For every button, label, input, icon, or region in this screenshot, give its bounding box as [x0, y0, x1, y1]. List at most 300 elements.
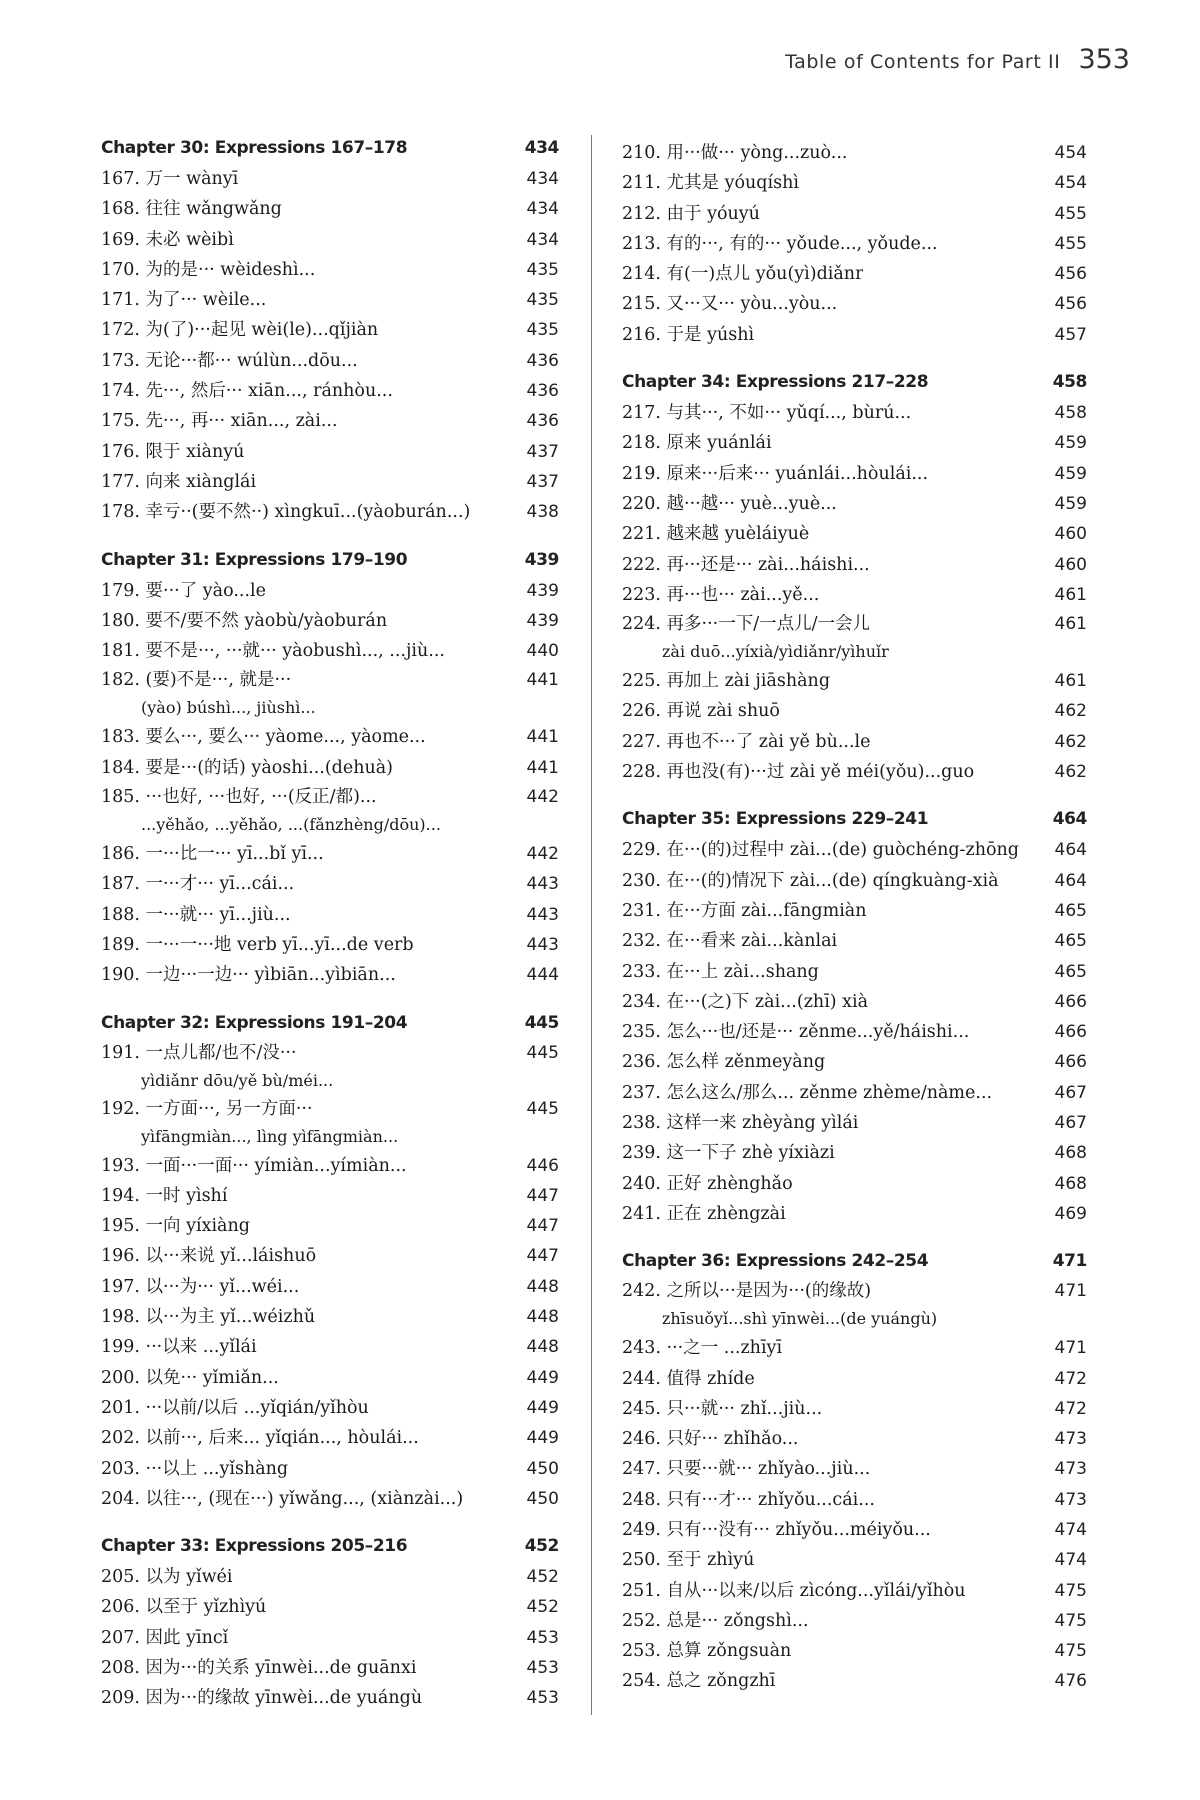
entry-line: 228. 再也没(有)···过 zài yě méi(yǒu)...guo: [622, 762, 975, 783]
entry-text: [101, 1484, 463, 1514]
entry-line: 215. 又···又··· yòu...yòu...: [622, 294, 838, 315]
entry-text: [622, 1169, 793, 1199]
toc-entry[interactable]: [101, 1484, 559, 1514]
toc-entry[interactable]: [101, 467, 559, 497]
entry-text: [622, 398, 911, 428]
entry-line: 169. 未必 wèibì: [101, 229, 234, 250]
toc-entry[interactable]: [101, 1332, 559, 1362]
entry-text: [622, 1138, 835, 1168]
entry-line: 177. 向来 xiànglái: [101, 471, 257, 492]
chapter-heading[interactable]: [101, 1013, 559, 1033]
toc-entry[interactable]: [622, 1606, 1087, 1636]
toc-entry[interactable]: [622, 199, 1087, 229]
entry-line: 172. 为(了)···起见 wèi(le)...qǐjiàn: [101, 320, 379, 341]
entry-line: 197. 以···为··· yǐ...wéi...: [101, 1276, 300, 1297]
entry-text: [622, 519, 809, 549]
entry-line: 251. 自从···以来/以后 zìcóng...yǐlái/yǐhòu: [622, 1580, 966, 1601]
entry-line: 224. 再多···一下/一点儿/一会儿: [622, 614, 871, 635]
entry-line: 245. 只···就··· zhǐ...jiù...: [622, 1398, 823, 1419]
entry-text: [622, 1485, 875, 1515]
entry-line: 183. 要么···, 要么··· yàome..., yàome...: [101, 727, 426, 748]
entry-text: [622, 259, 863, 289]
toc-entry[interactable]: [101, 1039, 559, 1095]
toc-entry[interactable]: [101, 869, 559, 899]
toc-entry[interactable]: [622, 1424, 1087, 1454]
entry-line: 170. 为的是··· wèideshì...: [101, 259, 316, 280]
entry-page: 455: [1054, 203, 1087, 224]
toc-entry[interactable]: [101, 960, 559, 990]
toc-entry[interactable]: [622, 1666, 1087, 1696]
entry-line: 185. ···也好, ···也好, ···(反正/都)...: [101, 787, 377, 808]
entry-page: 447: [526, 1185, 559, 1206]
entry-page: 465: [1054, 900, 1087, 921]
entry-page: 466: [1054, 1022, 1087, 1043]
toc-entry[interactable]: [622, 580, 1087, 610]
entry-line: 208. 因为···的关系 yīnwèi...de guānxi: [101, 1657, 417, 1678]
entry-page: 475: [1054, 1610, 1087, 1631]
toc-entry[interactable]: [101, 666, 559, 722]
entry-page: 449: [526, 1397, 559, 1418]
entry-page: 475: [1054, 1641, 1087, 1662]
entry-page: 473: [1054, 1429, 1087, 1450]
entry-text: [101, 722, 426, 752]
entry-line: 206. 以至于 yǐzhìyú: [101, 1597, 267, 1618]
toc-entry[interactable]: [101, 315, 559, 345]
toc-entry[interactable]: [622, 896, 1087, 926]
toc-entry[interactable]: [622, 1017, 1087, 1047]
toc-entry[interactable]: [622, 519, 1087, 549]
toc-entry[interactable]: [101, 753, 559, 783]
entry-page: 474: [1054, 1519, 1087, 1540]
entry-text: [622, 610, 889, 666]
entry-line: 241. 正在 zhèngzài: [622, 1203, 786, 1224]
entry-line: 201. ···以前/以后 ...yǐqián/yǐhòu: [101, 1397, 369, 1418]
entry-text: [622, 666, 830, 696]
entry-line: 187. 一···才··· yī...cái...: [101, 874, 295, 895]
entry-text: [622, 1394, 822, 1424]
entry-text: [622, 1424, 799, 1454]
toc-entry[interactable]: [622, 289, 1087, 319]
entry-text: [101, 869, 294, 899]
entry-line: 180. 要不/要不然 yàobù/yàoburán: [101, 610, 388, 631]
toc-entry[interactable]: [101, 839, 559, 869]
toc-entry[interactable]: [101, 285, 559, 315]
entry-line: 181. 要不是···, ···就··· yàobushì..., ...jiù...: [101, 641, 445, 662]
entry-text: [101, 666, 316, 722]
entry-page: 456: [1054, 264, 1087, 285]
entry-text: [101, 839, 324, 869]
entry-line: 168. 往往 wǎngwǎng: [101, 199, 282, 220]
entry-page: 468: [1054, 1173, 1087, 1194]
entry-text: [101, 1562, 233, 1592]
entry-page: 449: [526, 1428, 559, 1449]
entry-page: 469: [1054, 1203, 1087, 1224]
entry-text: [622, 1576, 966, 1606]
entry-text: [622, 1606, 809, 1636]
entry-line: 199. ···以来 ...yǐlái: [101, 1337, 257, 1358]
entry-page: 435: [526, 320, 559, 341]
entry-line: 191. 一点儿都/也不/没···: [101, 1042, 297, 1063]
toc-entry[interactable]: [101, 1423, 559, 1453]
entry-text: [622, 138, 847, 168]
chapter-heading[interactable]: [101, 138, 559, 158]
toc-entry[interactable]: [101, 900, 559, 930]
toc-entry[interactable]: [101, 1653, 559, 1683]
entry-page: 444: [526, 965, 559, 986]
toc-entry[interactable]: [101, 1683, 559, 1713]
toc-entry[interactable]: [622, 1277, 1087, 1333]
entry-text: [622, 926, 837, 956]
toc-entry[interactable]: [622, 398, 1087, 428]
toc-entry[interactable]: [101, 406, 559, 436]
entry-line-continued: ...yěhǎo, ...yěhǎo, ...(fǎnzhèng/dōu)...: [141, 815, 441, 835]
toc-entry[interactable]: [101, 783, 559, 839]
entry-page: 443: [526, 904, 559, 925]
toc-entry[interactable]: [622, 168, 1087, 198]
toc-entry[interactable]: [101, 1151, 559, 1181]
toc-entry[interactable]: [622, 610, 1087, 666]
page-number: 353: [1078, 44, 1130, 75]
chapter-title: Chapter 34: Expressions 217–228: [622, 372, 929, 393]
entry-text: [101, 194, 282, 224]
entry-text: [101, 1302, 315, 1332]
entry-text: [101, 1095, 398, 1151]
entry-text: [101, 783, 441, 839]
entry-page: 474: [1054, 1550, 1087, 1571]
entry-text: [622, 1515, 931, 1545]
entry-text: [101, 497, 470, 527]
toc-entry[interactable]: [622, 459, 1087, 489]
entry-page: 449: [526, 1367, 559, 1388]
entry-line: 182. (要)不是···, 就是···: [101, 670, 292, 691]
entry-line: 225. 再加上 zài jiāshàng: [622, 671, 831, 692]
toc-entry[interactable]: [101, 1211, 559, 1241]
entry-line: 222. 再···还是··· zài...háishi...: [622, 554, 870, 575]
column-divider: [591, 135, 592, 1715]
entry-page: 467: [1054, 1113, 1087, 1134]
toc-entry[interactable]: [622, 696, 1087, 726]
toc-entry[interactable]: [101, 225, 559, 255]
toc-entry[interactable]: [622, 550, 1087, 580]
toc-entry[interactable]: [622, 1169, 1087, 1199]
entry-line: 195. 一向 yíxiàng: [101, 1216, 250, 1237]
entry-page: 435: [526, 259, 559, 280]
entry-text: [622, 1364, 755, 1394]
chapter-page: 471: [1052, 1251, 1087, 1272]
entry-text: [622, 1636, 791, 1666]
entry-line: 175. 先···, 再··· xiān..., zài...: [101, 411, 338, 432]
toc-right-column: [622, 138, 1087, 1697]
toc-entry[interactable]: [622, 1333, 1087, 1363]
entry-line: 200. 以免··· yǐmiǎn...: [101, 1367, 279, 1388]
toc-entry[interactable]: [101, 255, 559, 285]
entry-page: 462: [1054, 731, 1087, 752]
entry-text: [622, 957, 819, 987]
toc-entry[interactable]: [622, 1394, 1087, 1424]
chapter-heading[interactable]: [622, 372, 1087, 392]
toc-entry[interactable]: [622, 1047, 1087, 1077]
entry-text: [101, 255, 315, 285]
entry-page: 459: [1054, 463, 1087, 484]
entry-text: [101, 636, 445, 666]
entry-page: 454: [1054, 143, 1087, 163]
entry-line: 229. 在···(的)过程中 zài...(de) guòchéng-zhōng: [622, 840, 1019, 861]
entry-text: [101, 1363, 279, 1393]
entry-line-continued: yìfāngmiàn..., lìng yìfāngmiàn...: [141, 1126, 399, 1146]
toc-entry[interactable]: [101, 164, 559, 194]
toc-entry[interactable]: [101, 722, 559, 752]
entry-text: [622, 320, 754, 350]
entry-page: 462: [1054, 762, 1087, 783]
toc-entry[interactable]: [622, 229, 1087, 259]
entry-text: [622, 1047, 825, 1077]
toc-entry[interactable]: [622, 1108, 1087, 1138]
entry-line: 184. 要是···(的话) yàoshi...(dehuà): [101, 757, 394, 778]
entry-text: [101, 437, 244, 467]
toc-entry[interactable]: [622, 926, 1087, 956]
toc-left-column: [101, 138, 559, 1714]
entry-text: [622, 550, 870, 580]
toc-entry[interactable]: [622, 727, 1087, 757]
entry-page: 441: [526, 757, 559, 778]
running-head-title: Table of Contents for Part II: [785, 51, 1061, 73]
chapter-title: Chapter 30: Expressions 167–178: [101, 138, 408, 158]
toc-entry[interactable]: [622, 489, 1087, 519]
entry-line: 204. 以往···, (现在···) yǐwǎng..., (xiànzài...): [101, 1488, 464, 1509]
entry-text: [101, 406, 338, 436]
chapter-title: Chapter 33: Expressions 205–216: [101, 1536, 408, 1557]
toc-entry[interactable]: [101, 1181, 559, 1211]
entry-line: 221. 越来越 yuèláiyuè: [622, 524, 810, 545]
running-head: [785, 44, 1130, 75]
entry-line: 167. 万一 wànyī: [101, 169, 239, 189]
toc-entry[interactable]: [622, 1138, 1087, 1168]
entry-page: 461: [1054, 614, 1087, 635]
entry-page: 473: [1054, 1459, 1087, 1480]
entry-page: 446: [526, 1155, 559, 1176]
entry-text: [101, 1332, 257, 1362]
entry-line: 203. ···以上 ...yǐshàng: [101, 1458, 289, 1479]
toc-entry[interactable]: [622, 1364, 1087, 1394]
entry-page: 436: [526, 411, 559, 432]
entry-line: 239. 这一下子 zhè yíxiàzi: [622, 1143, 835, 1164]
chapter-heading[interactable]: [101, 550, 559, 570]
entry-line: 219. 原来···后来··· yuánlái...hòulái...: [622, 463, 929, 484]
entry-line: 209. 因为···的缘故 yīnwèi...de yuángù: [101, 1688, 423, 1709]
entry-text: [101, 1653, 416, 1683]
entry-page: 458: [1054, 403, 1087, 424]
toc-entry[interactable]: [101, 636, 559, 666]
entry-page: 473: [1054, 1489, 1087, 1510]
toc-entry[interactable]: [101, 1302, 559, 1332]
toc-entry[interactable]: [622, 957, 1087, 987]
entry-page: 448: [526, 1307, 559, 1328]
entry-page: 434: [526, 199, 559, 220]
entry-page: 461: [1054, 671, 1087, 692]
entry-text: [622, 1277, 937, 1333]
chapter-page: 458: [1052, 372, 1087, 393]
entry-text: [101, 285, 266, 315]
chapter-page: 439: [524, 549, 559, 570]
entry-page: 441: [526, 727, 559, 748]
toc-entry[interactable]: [101, 346, 559, 376]
chapter-heading[interactable]: [622, 1251, 1087, 1271]
entry-line: 211. 尤其是 yóuqíshì: [622, 173, 799, 194]
toc-entry[interactable]: [101, 194, 559, 224]
entry-text: [622, 866, 999, 896]
toc-entry[interactable]: [101, 930, 559, 960]
entry-line: 252. 总是··· zǒngshì...: [622, 1610, 809, 1631]
toc-entry[interactable]: [622, 1078, 1087, 1108]
toc-entry[interactable]: [101, 1592, 559, 1622]
entry-page: 439: [526, 580, 559, 601]
entry-text: [101, 164, 238, 194]
entry-text: [101, 1683, 422, 1713]
toc-entry[interactable]: [101, 1562, 559, 1592]
entry-page: 442: [526, 787, 559, 808]
entry-page: 456: [1054, 294, 1087, 315]
toc-entry[interactable]: [622, 428, 1087, 458]
entry-text: [101, 900, 291, 930]
toc-entry[interactable]: [101, 1623, 559, 1653]
entry-page: 436: [526, 381, 559, 402]
chapter-heading[interactable]: [101, 1536, 559, 1556]
entry-page: 437: [526, 471, 559, 492]
toc-entry[interactable]: [622, 987, 1087, 1017]
entry-text: [622, 987, 868, 1017]
entry-text: [101, 1151, 407, 1181]
toc-entry[interactable]: [622, 1636, 1087, 1666]
entry-line: 173. 无论···都··· wúlùn...dōu...: [101, 350, 358, 371]
entry-line: 196. 以···来说 yǐ...láishuō: [101, 1246, 317, 1267]
entry-line: 236. 怎么样 zěnmeyàng: [622, 1052, 826, 1073]
chapter-page: 445: [524, 1012, 559, 1033]
entry-line: 248. 只有···才··· zhǐyǒu...cái...: [622, 1489, 875, 1510]
entry-page: 437: [526, 441, 559, 462]
toc-entry[interactable]: [622, 1515, 1087, 1545]
entry-text: [101, 376, 393, 406]
entry-text: [622, 1666, 775, 1696]
entry-text: [622, 289, 837, 319]
entry-line: 238. 这样一来 zhèyàng yìlái: [622, 1113, 859, 1134]
entry-text: [622, 1199, 786, 1229]
entry-text: [101, 315, 378, 345]
entry-line: 230. 在···(的)情况下 zài...(de) qíngkuàng-xià: [622, 870, 999, 891]
entry-page: 434: [526, 169, 559, 189]
toc-entry[interactable]: [101, 1272, 559, 1302]
entry-line-continued: yìdiǎnr dōu/yě bù/méi...: [141, 1070, 334, 1090]
entry-line: 171. 为了··· wèile...: [101, 290, 267, 311]
entry-page: 436: [526, 350, 559, 371]
entry-page: 460: [1054, 554, 1087, 575]
entry-line: 189. 一···一···地 verb yī...yī...de verb: [101, 934, 414, 955]
entry-page: 462: [1054, 701, 1087, 722]
entry-page: 476: [1054, 1671, 1087, 1692]
entry-text: [101, 606, 387, 636]
entry-page: 466: [1054, 1052, 1087, 1073]
entry-line: 242. 之所以···是因为···(的缘故): [622, 1281, 872, 1302]
entry-text: [101, 225, 234, 255]
entry-text: [101, 1454, 288, 1484]
toc-entry[interactable]: [101, 1454, 559, 1484]
entry-text: [101, 1393, 369, 1423]
entry-page: 445: [526, 1042, 559, 1063]
toc-entry[interactable]: [622, 866, 1087, 896]
entry-page: 455: [1054, 233, 1087, 254]
toc-entry[interactable]: [622, 320, 1087, 350]
entry-page: 457: [1054, 324, 1087, 345]
entry-page: 453: [526, 1657, 559, 1678]
toc-entry[interactable]: [622, 1454, 1087, 1484]
chapter-title: Chapter 35: Expressions 229–241: [622, 809, 929, 830]
toc-entry[interactable]: [622, 1485, 1087, 1515]
toc-entry[interactable]: [101, 1393, 559, 1423]
entry-page: 461: [1054, 584, 1087, 605]
chapter-title: Chapter 31: Expressions 179–190: [101, 549, 408, 570]
toc-entry[interactable]: [101, 1241, 559, 1271]
toc-entry[interactable]: [101, 497, 559, 527]
entry-text: [101, 930, 414, 960]
entry-text: [622, 199, 760, 229]
toc-entry[interactable]: [622, 1199, 1087, 1229]
entry-page: 450: [526, 1488, 559, 1509]
entry-text: [622, 459, 928, 489]
entry-page: 467: [1054, 1082, 1087, 1103]
entry-text: [622, 896, 867, 926]
entry-page: 452: [526, 1597, 559, 1618]
chapter-page: 434: [524, 138, 559, 158]
entry-line: 205. 以为 yǐwéi: [101, 1567, 233, 1588]
entry-page: 465: [1054, 931, 1087, 952]
toc-entry[interactable]: [622, 835, 1087, 865]
entry-line: 234. 在···(之)下 zài...(zhī) xià: [622, 991, 869, 1012]
toc-entry[interactable]: [622, 757, 1087, 787]
toc-entry[interactable]: [101, 1095, 559, 1151]
entry-line: 214. 有(一)点儿 yǒu(yì)diǎnr: [622, 264, 864, 285]
entry-line: 240. 正好 zhènghǎo: [622, 1173, 793, 1194]
toc-entry[interactable]: [622, 138, 1087, 168]
toc-entry[interactable]: [622, 1545, 1087, 1575]
entry-text: [622, 757, 974, 787]
entry-line: 186. 一···比一··· yī...bǐ yī...: [101, 844, 324, 865]
toc-entry[interactable]: [101, 606, 559, 636]
entry-text: [101, 1623, 228, 1653]
entry-line: 193. 一面···一面··· yímiàn...yímiàn...: [101, 1155, 407, 1176]
entry-line: 212. 由于 yóuyú: [622, 203, 760, 224]
toc-entry[interactable]: [101, 376, 559, 406]
toc-entry[interactable]: [101, 576, 559, 606]
entry-page: 447: [526, 1246, 559, 1267]
entry-page: 475: [1054, 1580, 1087, 1601]
toc-entry[interactable]: [622, 259, 1087, 289]
entry-text: [622, 1078, 992, 1108]
entry-line: 198. 以···为主 yǐ...wéizhǔ: [101, 1307, 316, 1328]
entry-text: [101, 1211, 250, 1241]
entry-page: 435: [526, 290, 559, 311]
toc-entry[interactable]: [101, 1363, 559, 1393]
toc-entry[interactable]: [622, 666, 1087, 696]
entry-page: 443: [526, 934, 559, 955]
entry-text: [622, 428, 772, 458]
entry-line: 243. ···之一 ...zhīyī: [622, 1338, 783, 1359]
toc-entry[interactable]: [101, 437, 559, 467]
entry-line: 253. 总算 zǒngsuàn: [622, 1641, 792, 1662]
entry-text: [101, 467, 256, 497]
toc-entry[interactable]: [622, 1576, 1087, 1606]
chapter-heading[interactable]: [622, 809, 1087, 829]
entry-line: 250. 至于 zhìyú: [622, 1550, 755, 1571]
entry-line: 218. 原来 yuánlái: [622, 433, 772, 454]
